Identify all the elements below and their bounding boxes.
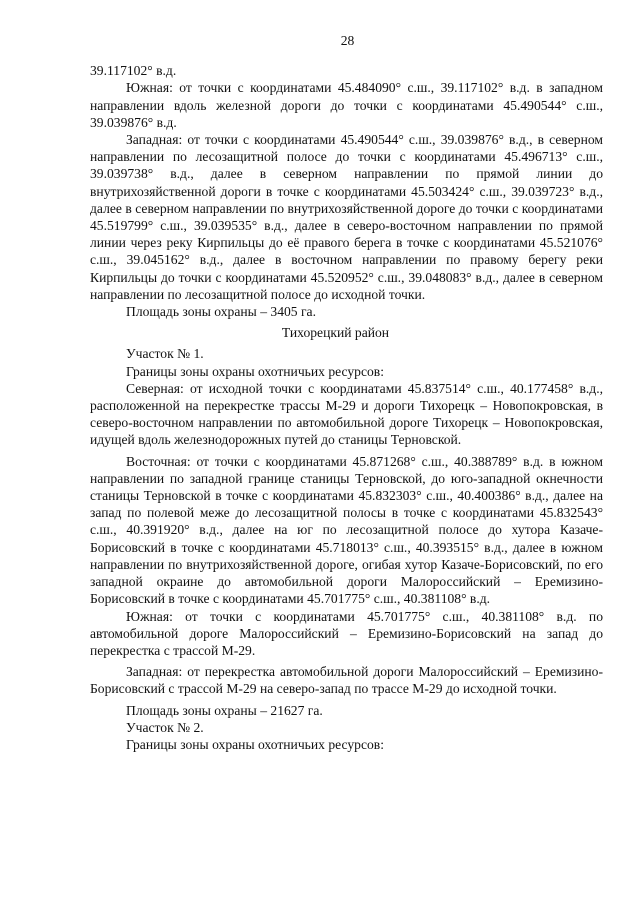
paragraph-south-border-2: Южная: от точки с координатами 45.701775° с.ш., 40.381108° в.д. по автомобильной дороге Малороссийский – Еремизино-Борисовский на запад до перекрестка с трассой М-29. xyxy=(90,608,603,658)
paragraph-west-border-2: Западная: от перекрестка автомобильной дороги Малороссийский – Еремизино-Борисовский с трассой М-29 на северо-запад по трассе М-29 до исходной точки. xyxy=(90,664,603,697)
paragraph-plot-1-title: Участок № 1. xyxy=(126,346,204,362)
paragraph-area: Площадь зоны охраны – 3405 га. xyxy=(126,304,316,320)
paragraph-plot-2-title: Участок № 2. xyxy=(126,719,204,735)
paragraph-north-border: Северная: от исходной точки с координатами 45.837514° с.ш., 40.177458° в.д., расположенной на перекрестке трассы М-29 и дороги Тихорецк – Новопокровская, в северо-восточном направлении по автомобильной дороге Тихорецк – Новопокровская, идущей вдоль железнодорожных путей до станицы Терновской. xyxy=(90,380,603,448)
page-number: 28 xyxy=(340,33,355,48)
paragraph-west-border: Западная: от точки с координатами 45.490544° с.ш., 39.039876° в.д., в северном направлении по лесозащитной полосе до точки с координатами 45.496713° с.ш., 39.039738° в.д., далее в северном направлении по прямой линии до внутрихозяйственной дороги в точке с координатами 45.503424° с.ш., 39.039723° в.д., далее в северном направлении по внутрихозяйственной дороге до точки с координатами 45.519799° с.ш., 39.039535° в.д., далее в северо-восточном направлении по прямой линии через реку Кирпильцы до её правого берега в точке с координатами 45.521076° с.ш., 39.045162° в.д., далее в восточном направлении по правому берегу реки Кирпильцы до точки с координатами 45.520952° с.ш., 39.048083° в.д., далее в северном направлении по лесозащитной полосе до исходной точки. xyxy=(90,132,603,302)
paragraph-area-2: Площадь зоны охраны – 21627 га. xyxy=(126,702,323,718)
paragraph-coordinate-tail: 39.117102° в.д. xyxy=(90,63,177,79)
paragraph-borders-heading: Границы зоны охраны охотничьих ресурсов: xyxy=(126,363,384,379)
paragraph-east-border: Восточная: от точки с координатами 45.871268° с.ш., 40.388789° в.д. в южном направлении по западной границе станицы Терновской, до юго-западной окнечности станицы Терновской в точке с координатами 45.832303° с.ш., 40.400386° в.д., далее на запад по полевой меже до лесозащитной полосы в точке с координатами 45.832543° с.ш., 40.391920° в.д., далее на юг по лесозащитной полосе до хутора Казаче-Борисовский в точке с координатами 45.718013° с.ш., 40.393515° в.д., далее в южном направлении по внутрихозяйственной дороге, огибая хутор Казаче-Борисовский, по его западной окраине до автомобильной дороги Малороссийский – Еремизино-Борисовский в точке с координатами 45.701775° с.ш., 40.381108° в.д. xyxy=(90,453,603,607)
paragraph-south-border: Южная: от точки с координатами 45.484090° с.ш., 39.117102° в.д. в западном направлении вдоль железной дороги до точки с координатами 45.490544° с.ш., 39.039876° в.д. xyxy=(90,80,603,130)
paragraph-borders-heading-2: Границы зоны охраны охотничьих ресурсов: xyxy=(126,736,384,752)
section-heading-district: Тихорецкий район xyxy=(281,325,390,341)
